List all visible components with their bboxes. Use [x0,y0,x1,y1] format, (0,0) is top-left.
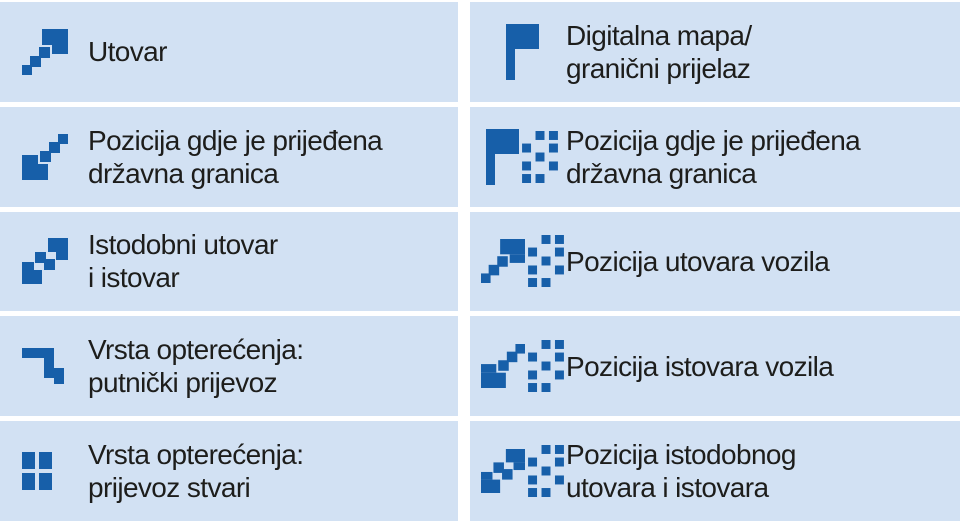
four-squares-icon [22,452,88,490]
legend-cell-digitalna-mapa [470,2,960,102]
legend-cell-istodobni-pozicija [470,421,960,521]
legend-label: Istodobni utovar i istovar [88,229,278,294]
legend-label: Pozicija gdje je prijeđena državna granica [88,124,383,189]
legend-cell-granica-pozicija [470,107,960,207]
legend-label: Vrsta opterećenja: prijevoz stvari [88,439,304,504]
arrow-down-left-icon [22,134,88,180]
legend-label: Digitalna mapa/ granični prijelaz [566,19,752,84]
arrow-up-right-icon [22,29,88,75]
legend-label: Utovar [88,36,167,68]
legend-cell-putnicki [0,316,458,416]
flag-grid-icon [478,129,566,185]
arrow-down-left-grid-icon [478,340,566,392]
stair-route-icon [22,348,88,384]
legend-cell-utovar-pozicija [470,212,960,312]
double-arrow-grid-icon [478,445,566,497]
legend-label: Pozicija utovara vozila [566,245,830,277]
legend-label: Pozicija istodobnog utovara i istovara [566,439,796,504]
legend-label: Pozicija istovara vozila [566,350,834,382]
flag-icon [478,24,566,80]
arrow-up-right-grid-icon [478,235,566,287]
legend-cell-istovar-pozicija [470,316,960,416]
legend-cell-granica [0,107,458,207]
legend-label: Pozicija gdje je prijeđena državna granica [566,124,861,189]
legend-cell-stvari [0,421,458,521]
legend-cell-istodobni [0,212,458,312]
double-arrow-icon [22,238,88,284]
legend-label: Vrsta opterećenja: putnički prijevoz [88,334,304,399]
legend-cell-utovar [0,2,458,102]
